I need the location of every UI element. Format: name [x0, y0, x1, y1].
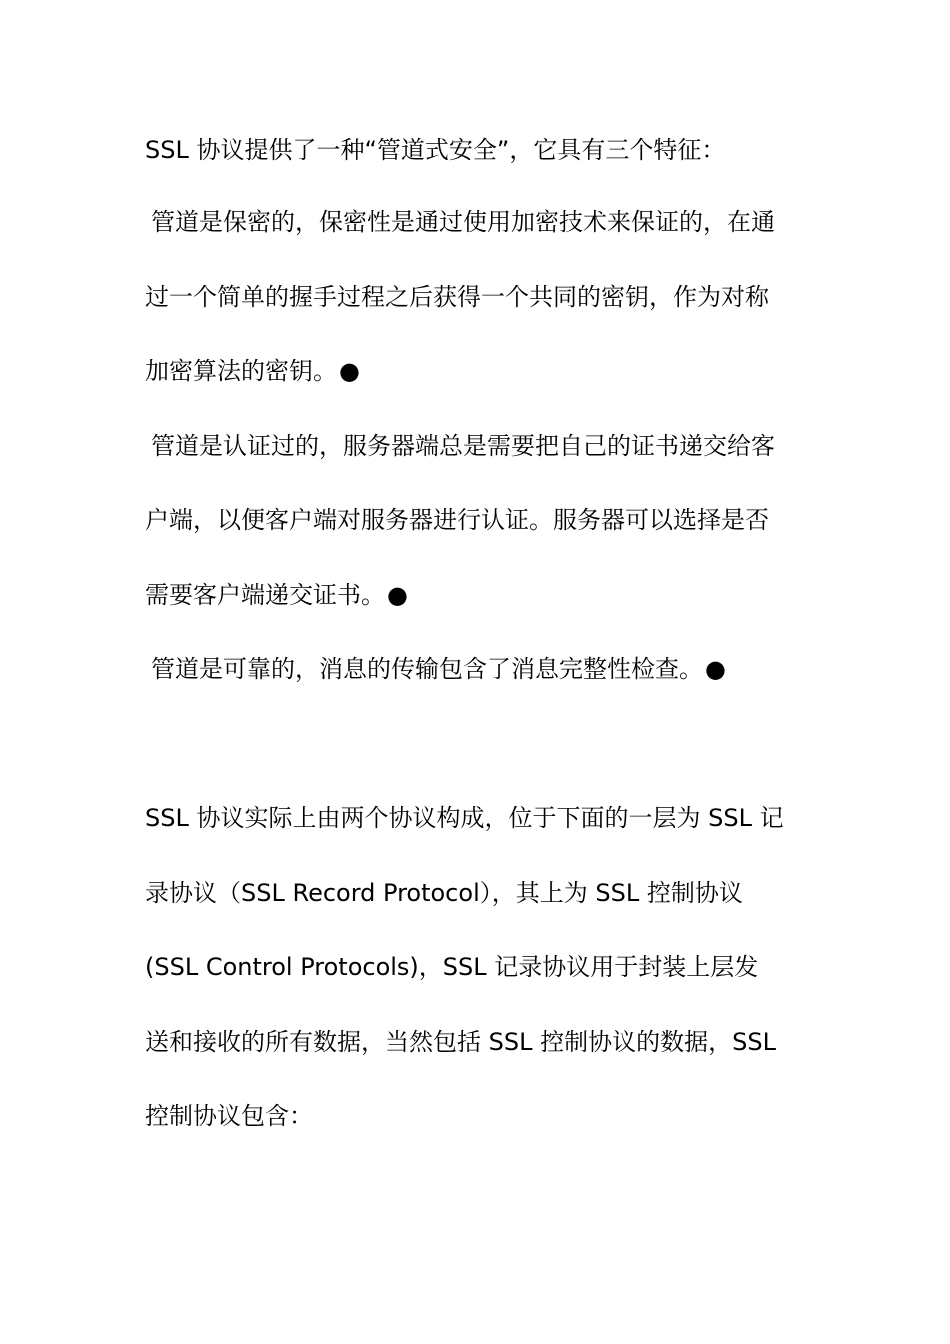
bullet-icon: ●	[339, 357, 360, 385]
item-confidential-last-line	[145, 355, 810, 387]
protocol-paragraph-line: SSL 协议实际上由两个协议构成，位于下面的一层为 SSL 记	[145, 804, 784, 832]
protocol-paragraph-line: (SSL Control Protocols)，SSL 记录协议用于封装上层发	[145, 953, 759, 981]
item-authenticated-text: 需要客户端递交证书。	[145, 581, 385, 609]
item-confidential-line: 管道是保密的，保密性是通过使用加密技术来保证的，在通	[151, 208, 775, 236]
bullet-icon: ●	[705, 655, 726, 683]
bullet-icon: ●	[387, 581, 408, 609]
protocol-paragraph-line: 录协议（SSL Record Protocol），其上为 SSL 控制协议	[145, 879, 743, 907]
item-authenticated-line: 户端，以便客户端对服务器进行认证。服务器可以选择是否	[145, 506, 769, 534]
intro-paragraph-line: SSL 协议提供了一种“管道式安全”，它具有三个特征：	[145, 136, 726, 164]
item-authenticated-line: 管道是认证过的，服务器端总是需要把自己的证书递交给客	[151, 432, 775, 460]
protocol-paragraph-line: 送和接收的所有数据，当然包括 SSL 控制协议的数据，SSL	[145, 1028, 776, 1056]
item-reliable-text: 管道是可靠的，消息的传输包含了消息完整性检查。	[151, 655, 703, 683]
item-authenticated-last-line	[145, 579, 810, 611]
item-confidential-line: 过一个简单的握手过程之后获得一个共同的密钥，作为对称	[145, 283, 769, 311]
item-reliable-line	[151, 653, 816, 685]
protocol-paragraph-line: 控制协议包含：	[145, 1102, 313, 1130]
item-confidential-text: 加密算法的密钥。	[145, 357, 337, 385]
